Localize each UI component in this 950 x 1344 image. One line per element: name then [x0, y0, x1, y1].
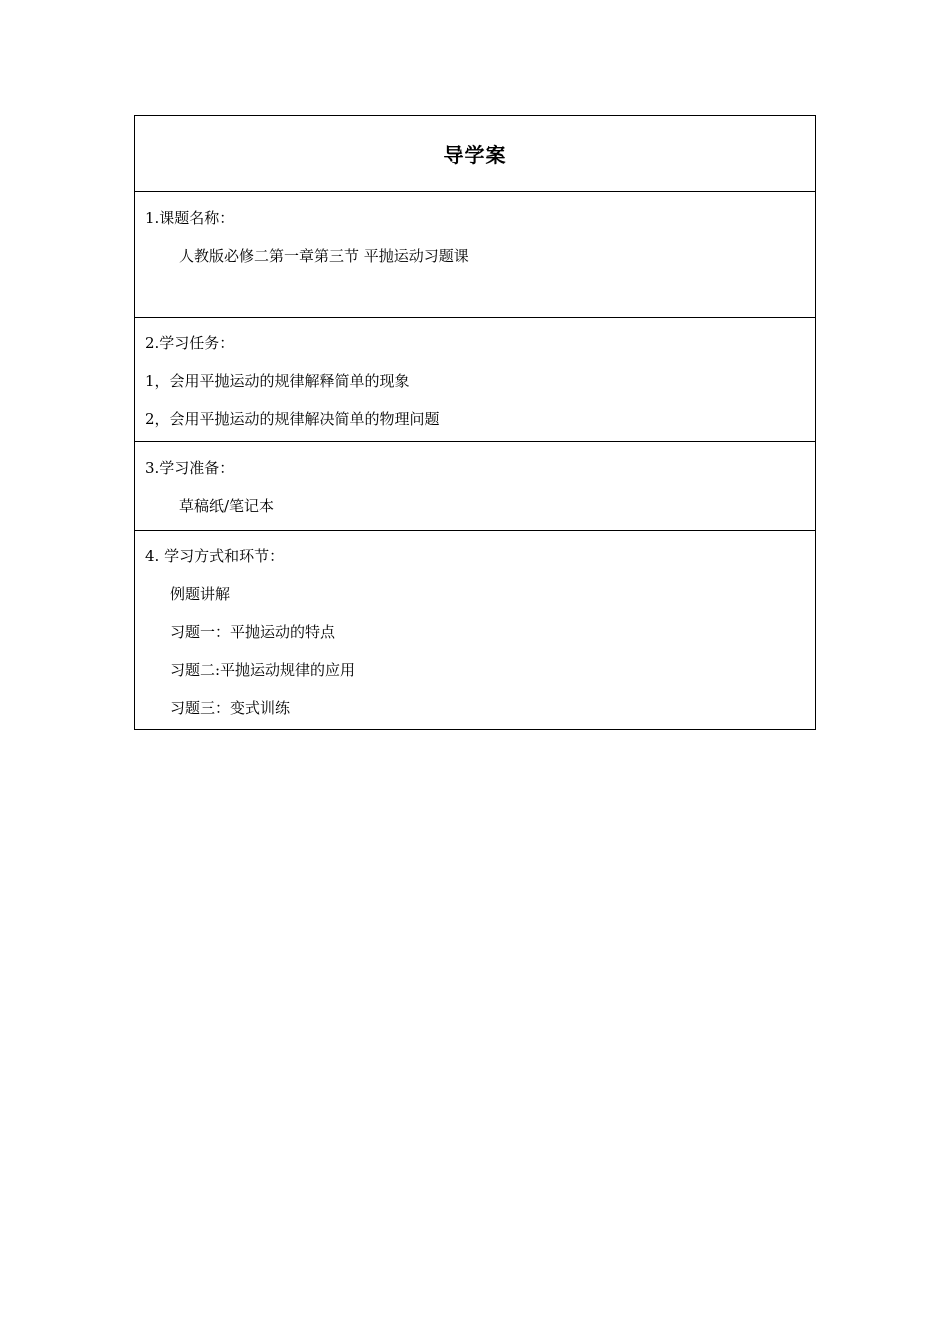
section-heading: 1.课题名称： [145, 209, 235, 227]
section-heading: 2.学习任务： [145, 334, 235, 352]
section-course-name [135, 191, 815, 317]
course-name-text: 人教版必修二第一章第三节 平抛运动习题课 [179, 247, 469, 265]
page-title: 导学案 [443, 143, 507, 167]
task-item: 2，会用平抛运动的规律解决简单的物理问题 [145, 410, 440, 428]
title-row [135, 116, 815, 191]
method-item: 习题三：变式训练 [170, 699, 291, 717]
method-item: 例题讲解 [170, 585, 231, 603]
section-preparation [135, 441, 815, 530]
section-learning-tasks [135, 317, 815, 441]
study-guide-table [134, 115, 816, 730]
section-heading: 3.学习准备： [145, 459, 235, 477]
preparation-text: 草稿纸/笔记本 [179, 497, 275, 515]
task-item: 1，会用平抛运动的规律解释简单的现象 [145, 372, 410, 390]
section-learning-methods [135, 530, 815, 729]
section-heading: 4. 学习方式和环节： [145, 547, 285, 565]
method-item: 习题二:平抛运动规律的应用 [170, 661, 356, 679]
method-item: 习题一：平抛运动的特点 [170, 623, 336, 641]
